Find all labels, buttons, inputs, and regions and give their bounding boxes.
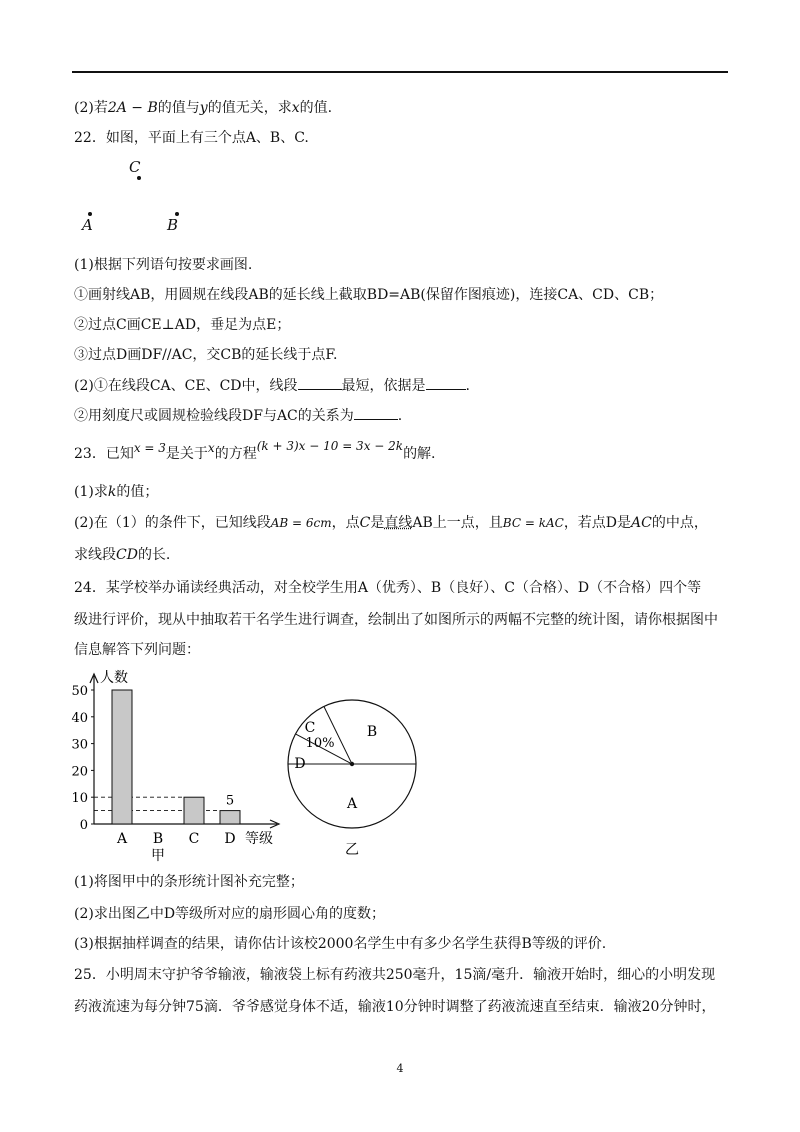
q22-p2-2: ②用刻度尺或圆规检验线段DF与AC的关系为 . (74, 405, 402, 426)
q24-p1: (1)将图甲中的条形统计图补充完整； (74, 874, 304, 890)
chart-caption: 甲 (151, 848, 165, 864)
bar-chart (62, 666, 302, 866)
header-rule (72, 71, 728, 73)
q22-intro: 22．如图，平面上有三个点A、B、C. (74, 130, 309, 146)
q25-line1: 25．小明周末守护爷爷输液，输液袋上标有药液共250毫升，15滴/毫升．输液开始时，细心的小明发现 (74, 967, 716, 983)
q24-p3: (3)根据抽样调查的结果，请你估计该校2000名学生中有多少名学生获得B等级的评价. (74, 936, 607, 952)
slice-label-B: B (366, 724, 378, 740)
x-tick-label: D (224, 831, 236, 847)
bar-D (220, 811, 240, 824)
pie-chart (280, 680, 430, 880)
data-label-D: 5 (225, 793, 235, 809)
point-c (137, 176, 141, 180)
slice-percent-C: 10% (305, 736, 335, 751)
y-axis-label: 人数 (100, 670, 128, 686)
y-tick-label: 0 (79, 818, 88, 833)
q24-line1: 24．某学校举办诵读经典活动，对全校学生用A（优秀）、B（良好）、C（合格）、D（不合格）四个等 (74, 580, 702, 596)
q23-p1: (1)求k的值； (74, 484, 159, 500)
q25-line2: 药液流速为每分钟75滴．爷爷感觉身体不适，输液10分钟时调整了药液流速直至结束．输液20分钟时， (74, 999, 716, 1015)
answer-blank[interactable] (298, 375, 342, 390)
q23-stem: 23．已知x = 3是关于x的方程(k + 3)x − 10 = 3x − 2k的解. (74, 439, 436, 462)
answer-blank[interactable] (354, 405, 398, 420)
point-a-label: A (82, 216, 93, 234)
pie-center (350, 762, 354, 766)
q22-p2-1: (2)①在线段CA、CE、CD中，线段 最短，依据是 . (74, 375, 470, 396)
answer-blank[interactable] (426, 375, 466, 390)
y-tick-label: 30 (71, 737, 88, 753)
y-tick-label: 40 (71, 710, 88, 726)
y-tick-label: 50 (71, 684, 88, 699)
q22-p1-step2: ②过点C画CE⊥AD，垂足为点E； (74, 317, 291, 333)
q24-line3: 信息解答下列问题： (74, 642, 200, 658)
q22-p1: (1)根据下列语句按要求画图. (74, 257, 253, 273)
page-number: 4 (396, 1062, 404, 1075)
x-axis-label: 等级 (245, 831, 273, 847)
q22-p1-step1: ①画射线AB，用圆规在线段AB的延长线上截取BD=AB(保留作图痕迹)，连接CA、CD、CB； (74, 287, 664, 303)
q22-p1-step3: ③过点D画DF//AC，交CB的延长线于点F. (74, 347, 338, 363)
x-tick-label: C (188, 831, 200, 847)
point-b-label: B (167, 216, 179, 234)
slice-label-C: C (304, 720, 316, 736)
x-tick-label: A (116, 831, 128, 847)
point-a (88, 212, 92, 216)
q24-p2: (2)求出图乙中D等级所对应的扇形圆心角的度数； (74, 906, 386, 922)
bar-C (184, 797, 204, 824)
point-b (175, 212, 179, 216)
y-tick-label: 20 (71, 764, 88, 780)
slice-label-D: D (294, 756, 306, 772)
bar-A (112, 690, 132, 824)
slice-label-A: A (346, 796, 358, 812)
q23-p3: 求线段CD的长. (74, 547, 171, 563)
x-tick-label: B (152, 831, 164, 847)
q21-part2: (2)若2A − B的值与y的值无关，求x的值. (74, 100, 333, 116)
y-tick-label: 10 (71, 791, 88, 807)
q23-p2: (2)在（1）的条件下，已知线段AB = 6cm，点C是直线AB上一点，且BC = kAC，若点D是AC的中点， (74, 515, 708, 531)
chart-caption: 乙 (345, 842, 359, 858)
point-c-label: C (129, 158, 141, 176)
q24-line2: 级进行评价，现从中抽取若干名学生进行调查，绘制出了如图所示的两幅不完整的统计图，请你根据图中 (74, 612, 718, 628)
